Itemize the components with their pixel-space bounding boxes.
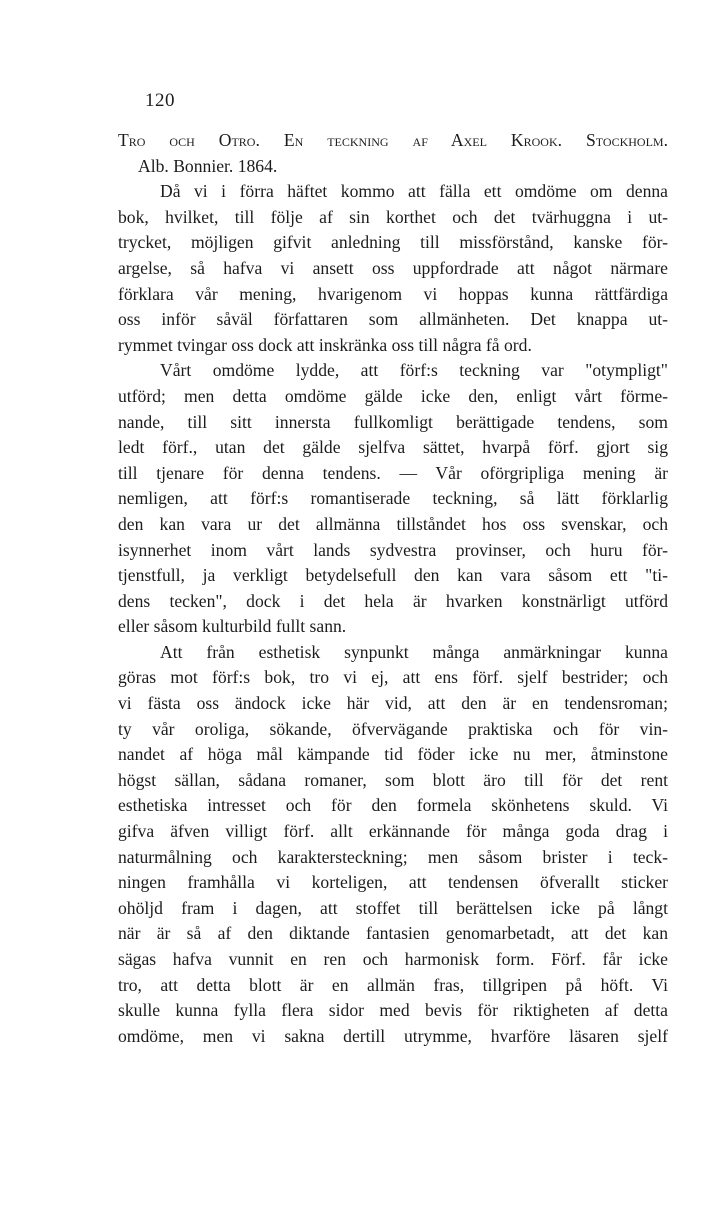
text-line: omdöme, men vi sakna dertill utrymme, hvarföre läsaren sjelf xyxy=(118,1025,668,1046)
text-line: sägas hafva vunnit en ren och harmonisk form. Förf. får icke xyxy=(118,949,668,969)
text-line: eller såsom kulturbild fullt sann. xyxy=(118,616,347,637)
text-line: tjenstfull, ja verkligt betydelsefull den kan vara såsom ett "ti- xyxy=(118,565,668,586)
text-line: ohöljd fram i dagen, att stoffet till berättelsen icke på långt xyxy=(118,897,668,918)
text-line: ledt förf., utan det gälde sjelfva sättet, hvarpå förf. gjort sig xyxy=(118,437,668,458)
text-line: skulle kunna fylla flera sidor med bevis för riktigheten af detta xyxy=(118,1000,668,1021)
text-line: Alb. Bonnier. 1864. xyxy=(138,155,278,176)
text-line: utförd; men detta omdöme gälde icke den, enligt vårt förme- xyxy=(118,385,668,406)
text-line: nemligen, att förf:s romantiserade teckning, så lätt förklarlig xyxy=(118,488,668,509)
text-line: rymmet tvingar oss dock att inskränka oss till några få ord. xyxy=(118,334,532,355)
text-line: vi fästa oss ändock icke här vid, att den är en tendensroman; xyxy=(118,693,668,714)
text-line: Tro och Otro. En teckning af Axel Krook. Stockholm. xyxy=(118,130,668,150)
text-line: gifva äfven villigt förf. allt erkännande för många goda drag i xyxy=(118,821,668,842)
text-line: den kan vara ur det allmänna tillståndet hos oss svenskar, och xyxy=(118,513,668,534)
text-line: ty vår oroliga, sökande, öfvervägande praktiska och för vin- xyxy=(118,718,668,739)
text-line: Vårt omdöme lydde, att förf:s teckning var "otympligt" xyxy=(160,360,668,381)
text-line: nandet af höga mål kämpande tid föder icke nu mer, åtminstone xyxy=(118,744,668,765)
text-line: ningen framhålla vi korteligen, att tendensen öfverallt sticker xyxy=(118,872,668,893)
page-number: 120 xyxy=(145,90,175,111)
text-line: isynnerhet inom vårt lands sydvestra provinser, och huru för- xyxy=(118,539,668,560)
text-line: tro, att detta blott är en allmän fras, tillgripen på höft. Vi xyxy=(118,974,668,995)
text-line: oss inför såväl författaren som allmänheten. Det knappa ut- xyxy=(118,309,668,330)
text-line: Att från esthetisk synpunkt många anmärkningar kunna xyxy=(160,641,668,662)
text-line: esthetiska intresset och för den formela skönhetens skuld. Vi xyxy=(118,795,668,816)
text-line: dens tecken", dock i det hela är hvarken konstnärligt utförd xyxy=(118,590,668,611)
text-line: nande, till sitt innersta fullkomligt berättigade tendens, som xyxy=(118,411,668,432)
body-text xyxy=(118,128,668,1049)
text-line: Då vi i förra häftet kommo att fälla ett omdöme om denna xyxy=(160,181,668,202)
text-line: högst sällan, sådana romaner, som blott äro till för det rent xyxy=(118,769,668,790)
text-line: naturmålning och karaktersteckning; men såsom brister i teck- xyxy=(118,846,668,867)
text-line: förklara vår mening, hvarigenom vi hoppas kunna rättfärdiga xyxy=(118,283,668,304)
text-line: argelse, så hafva vi ansett oss uppfordrade att något närmare xyxy=(118,257,668,278)
text-line: göras mot förf:s bok, tro vi ej, att ens förf. sjelf bestrider; och xyxy=(118,667,668,688)
text-line: trycket, möjligen gifvit anledning till missförstånd, kanske för- xyxy=(118,232,668,253)
text-line: till tjenare för denna tendens. — Vår oförgripliga mening är xyxy=(118,462,668,483)
text-line: bok, hvilket, till följe af sin korthet och det tvärhuggna i ut- xyxy=(118,206,668,227)
text-line: när är så af den diktande fantasien genomarbetadt, att det kan xyxy=(118,923,668,944)
